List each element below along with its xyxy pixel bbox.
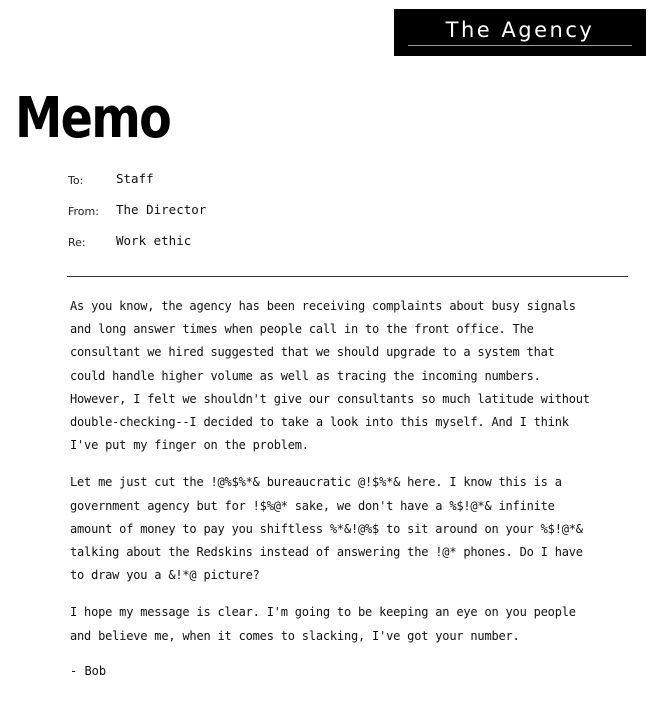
memo-body — [70, 295, 636, 662]
from-field — [68, 202, 468, 222]
to-value: Staff — [116, 171, 154, 186]
from-label: From: — [68, 205, 99, 218]
re-label: Re: — [68, 236, 86, 249]
memo-title: Memo — [15, 86, 171, 151]
to-field — [68, 171, 468, 191]
body-paragraph-3: I hope my message is clear. I'm going to be keeping an eye on you people and believe me, when it comes to slacking, I've got your number. — [70, 605, 576, 643]
re-field — [68, 233, 468, 253]
agency-underline — [408, 45, 632, 46]
header-divider — [67, 276, 628, 277]
agency-logo-box — [394, 9, 646, 56]
from-value: The Director — [116, 202, 207, 217]
re-value: Work ethic — [116, 233, 192, 248]
body-paragraph-2: Let me just cut the !@%$%*& bureaucratic @!$%*& here. I know this is a government agency but for !$%@* sake, we don't have a %$!@*& infinite amount of money to pay you shiftless %*&!@%$ to sit around on your %$!@*& talking about the Redskins instead of answering the !@* phones. Do I have to draw you a &!*@ picture? — [70, 475, 583, 583]
to-label: To: — [68, 174, 84, 187]
agency-name: The Agency — [445, 18, 595, 42]
signature: - Bob — [70, 664, 107, 678]
body-paragraph-1: As you know, the agency has been receiving complaints about busy signals and long answer times when people call in to the front office. The consultant we hired suggested that we should upgrade to a system that could handle higher volume as well as tracing the incoming numbers. However, I felt we shouldn't give our consultants so much latitude without double-checking--I decided to take a look into this myself. And I think I've put my finger on the problem. — [70, 299, 590, 453]
